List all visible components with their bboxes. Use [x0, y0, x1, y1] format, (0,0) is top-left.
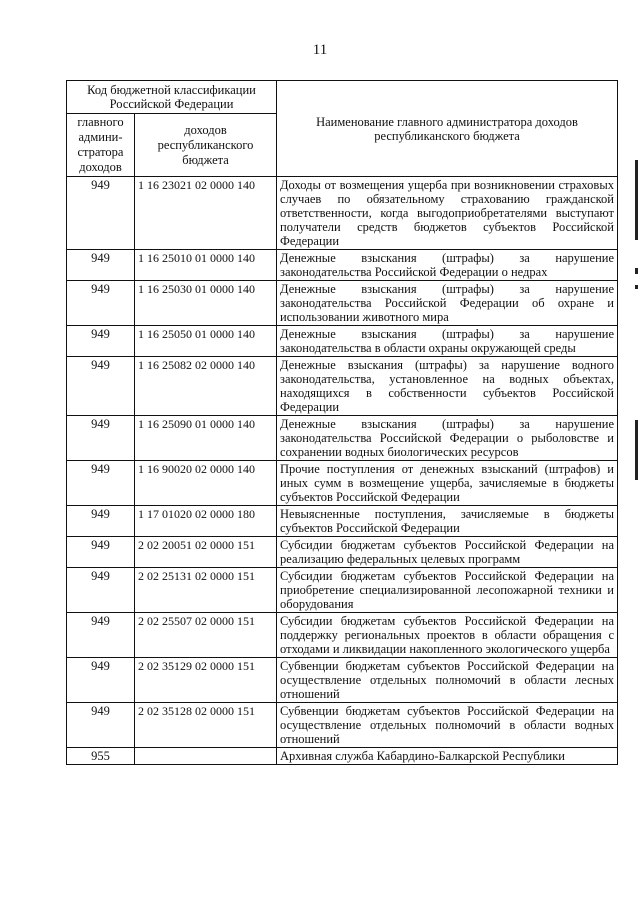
table-row [67, 250, 618, 281]
header-admin-name: Наименование главного администратора доходов республиканского бюджета [277, 81, 618, 177]
header-classification-group: Код бюджетной классификации Российской Федерации [67, 81, 277, 114]
admin-code-cell: 949 [67, 281, 135, 326]
admin-code-cell: 949 [67, 537, 135, 568]
table-row [67, 568, 618, 613]
administrator-name-cell: Архивная служба Кабардино-Балкарской Республики [277, 748, 618, 765]
header-revenue-code: доходов республиканского бюджета [135, 114, 277, 177]
table-row [67, 416, 618, 461]
page-number: 11 [312, 42, 328, 58]
revenue-code-cell: 2 02 25131 02 0000 151 [135, 568, 277, 613]
revenue-code-cell: 1 16 25050 01 0000 140 [135, 326, 277, 357]
scan-edge-mark [635, 285, 638, 289]
table-row [67, 326, 618, 357]
table-row [67, 748, 618, 765]
table-body [67, 177, 618, 765]
administrator-name-cell: Доходы от возмещения ущерба при возникновении страховых случаев по обязательному страхованию гражданской ответственности, когда выгодоприобретателями выступают получатели средств бюджетов субъектов Российской Федерации [277, 177, 618, 250]
administrator-name-cell: Субвенции бюджетам субъектов Российской Федерации на осуществление отдельных полномочий в области водных отношений [277, 703, 618, 748]
administrator-name-cell: Денежные взыскания (штрафы) за нарушение законодательства Российской Федерации о недрах [277, 250, 618, 281]
admin-code-cell: 949 [67, 568, 135, 613]
revenue-code-cell [135, 748, 277, 765]
header-admin-code: главного админи-стратора доходов [67, 114, 135, 177]
revenue-code-cell: 2 02 25507 02 0000 151 [135, 613, 277, 658]
administrator-name-cell: Прочие поступления от денежных взысканий (штрафов) и иных сумм в возмещение ущерба, зачисляемые в бюджеты субъектов Российской Федерации [277, 461, 618, 506]
admin-code-cell: 949 [67, 357, 135, 416]
revenue-code-cell: 1 16 25010 01 0000 140 [135, 250, 277, 281]
administrator-name-cell: Субсидии бюджетам субъектов Российской Федерации на поддержку региональных проектов в области обращения с отходами и ликвидации накопленного экологического ущерба [277, 613, 618, 658]
admin-code-cell: 949 [67, 177, 135, 250]
administrator-name-cell: Субвенции бюджетам субъектов Российской Федерации на осуществление отдельных полномочий в области лесных отношений [277, 658, 618, 703]
revenue-code-cell: 1 16 25030 01 0000 140 [135, 281, 277, 326]
administrator-name-cell: Денежные взыскания (штрафы) за нарушение водного законодательства, установленное на водных объектах, находящихся в собственности субъектов Российской Федерации [277, 357, 618, 416]
table-row [67, 461, 618, 506]
table-row [67, 658, 618, 703]
revenue-code-cell: 1 16 23021 02 0000 140 [135, 177, 277, 250]
table-row [67, 357, 618, 416]
revenue-code-cell: 2 02 20051 02 0000 151 [135, 537, 277, 568]
table-row [67, 281, 618, 326]
revenue-code-cell: 1 16 90020 02 0000 140 [135, 461, 277, 506]
admin-code-cell: 955 [67, 748, 135, 765]
revenue-code-cell: 1 16 25082 02 0000 140 [135, 357, 277, 416]
admin-code-cell: 949 [67, 461, 135, 506]
table-row [67, 613, 618, 658]
administrator-name-cell: Невыясненные поступления, зачисляемые в бюджеты субъектов Российской Федерации [277, 506, 618, 537]
admin-code-cell: 949 [67, 250, 135, 281]
admin-code-cell: 949 [67, 703, 135, 748]
table-row [67, 703, 618, 748]
scan-edge-mark [635, 420, 638, 480]
table-row [67, 506, 618, 537]
revenue-code-cell: 1 16 25090 01 0000 140 [135, 416, 277, 461]
administrator-name-cell: Денежные взыскания (штрафы) за нарушение законодательства в области охраны окружающей среды [277, 326, 618, 357]
table-row [67, 537, 618, 568]
budget-classification-table [66, 80, 618, 765]
revenue-code-cell: 2 02 35128 02 0000 151 [135, 703, 277, 748]
table-row [67, 177, 618, 250]
administrator-name-cell: Субсидии бюджетам субъектов Российской Федерации на приобретение специализированной лесопожарной техники и оборудования [277, 568, 618, 613]
admin-code-cell: 949 [67, 326, 135, 357]
administrator-name-cell: Денежные взыскания (штрафы) за нарушение законодательства Российской Федерации о рыболовстве и сохранении водных биологических ресурсов [277, 416, 618, 461]
scan-edge-mark [635, 268, 638, 274]
admin-code-cell: 949 [67, 658, 135, 703]
revenue-code-cell: 2 02 35129 02 0000 151 [135, 658, 277, 703]
admin-code-cell: 949 [67, 506, 135, 537]
admin-code-cell: 949 [67, 416, 135, 461]
admin-code-cell: 949 [67, 613, 135, 658]
administrator-name-cell: Субсидии бюджетам субъектов Российской Федерации на реализацию федеральных целевых программ [277, 537, 618, 568]
administrator-name-cell: Денежные взыскания (штрафы) за нарушение законодательства Российской Федерации об охране и использовании животного мира [277, 281, 618, 326]
revenue-code-cell: 1 17 01020 02 0000 180 [135, 506, 277, 537]
scan-edge-mark [635, 160, 638, 240]
